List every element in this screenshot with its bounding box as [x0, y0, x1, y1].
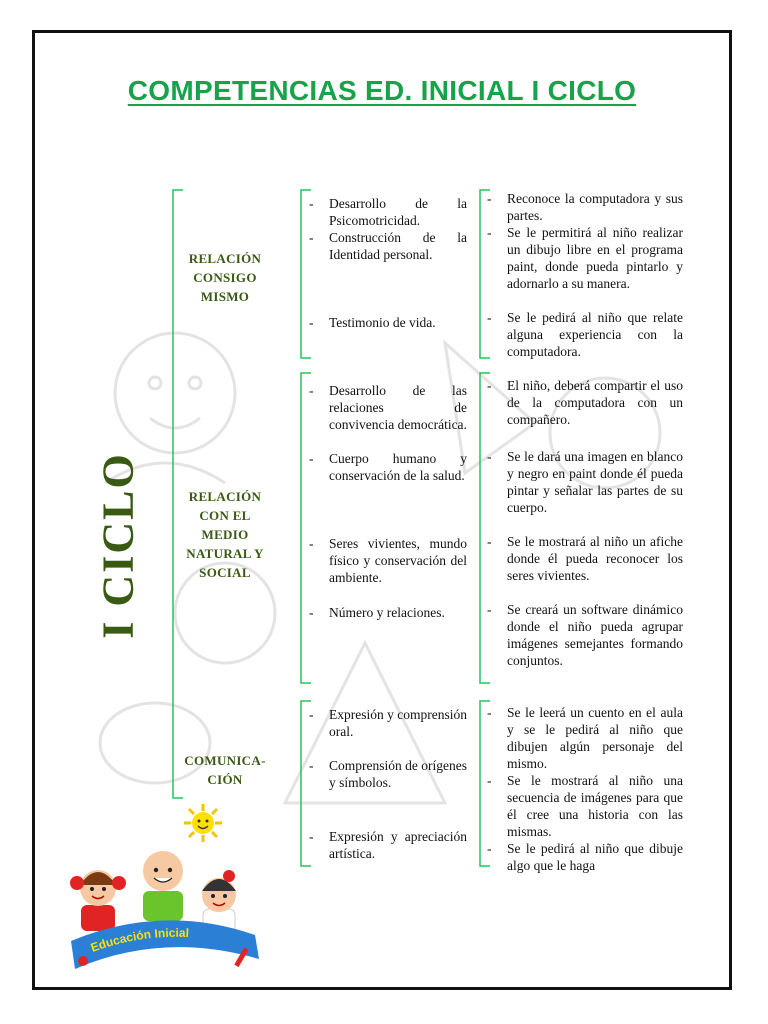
- list-item: - Se le mostrará al niño una secuencia de imágenes para que él cree una historia con las mismas.: [485, 772, 683, 840]
- category-label: RELACIÓN CON EL MEDIO NATURAL Y SOCIAL: [186, 489, 264, 580]
- list-item: - Comprensión de orígenes y símbolos.: [307, 757, 467, 791]
- list-item: - Se le dará una imagen en blanco y negro en paint donde él pueda pintar y señalar las partes de su cuerpo.: [485, 448, 683, 516]
- list-item: - Se le leerá un cuento en el aula y se le pedirá al niño que dibujen algún personaje del mismo.: [485, 704, 683, 772]
- sun-icon: [183, 803, 223, 843]
- main-bracket: [173, 190, 183, 798]
- kid-girl-left-icon: [70, 870, 126, 931]
- list-item: - Se le pedirá al niño que dibuje algo que le haga: [485, 840, 683, 874]
- list-item: - Reconoce la computadora y sus partes.: [485, 190, 683, 224]
- list-item: - Número y relaciones.: [307, 604, 467, 621]
- category-label: COMUNICA- CIÓN: [184, 753, 266, 787]
- list-item: - Se le pedirá al niño que relate alguna experiencia con la computadora.: [485, 309, 683, 360]
- list-item: - Testimonio de vida.: [307, 314, 467, 331]
- list-item: - Se le permitirá al niño realizar un dibujo libre en el programa paint, donde pueda pintarlo y adornarlo a su manera.: [485, 224, 683, 292]
- page-frame: [32, 30, 732, 990]
- apple-icon: [78, 956, 88, 966]
- list-item: - Cuerpo humano y conservación de la salud.: [307, 450, 467, 484]
- logo-banner-text: Educación Inicial: [88, 925, 190, 955]
- list-item: - Expresión y apreciación artística.: [307, 828, 467, 862]
- list-item: - Desarrollo de las relaciones de convivencia democrática.: [307, 382, 467, 433]
- list-item: - El niño, deberá compartir el uso de la computadora con un compañero.: [485, 377, 683, 428]
- list-item: - Construcción de la Identidad personal.: [307, 229, 467, 263]
- page-title: COMPETENCIAS ED. INICIAL I CICLO: [127, 75, 637, 106]
- list-item: - Seres vivientes, mundo físico y conservación del ambiente.: [307, 535, 467, 586]
- list-item: - Se le mostrará al niño un afiche donde él pueda reconocer los seres vivientes.: [485, 533, 683, 584]
- list-item: - Expresión y comprensión oral.: [307, 706, 467, 740]
- kid-boy-middle-icon: [143, 851, 183, 921]
- side-label-text: I CICLO: [93, 451, 143, 639]
- list-item: - Desarrollo de la Psicomotricidad.: [307, 195, 467, 229]
- list-item: - Se creará un software dinámico donde el niño pueda agrupar imágenes semejantes formando conjuntos.: [485, 601, 683, 669]
- educacion-inicial-logo: [63, 843, 263, 973]
- category-label: RELACIÓN CONSIGO MISMO: [188, 251, 262, 304]
